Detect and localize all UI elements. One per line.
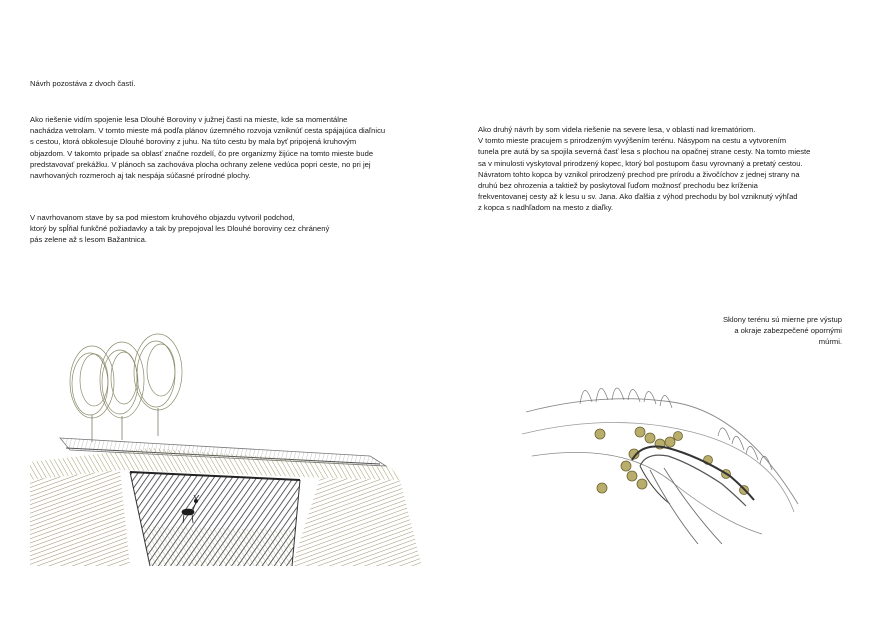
text-line: a okraje zabezpečené opornými <box>734 326 842 336</box>
text-line: ktorý by spĺňal funkčné požiadavky a tak by prepojoval les Dlouhé boroviny cez chránený <box>30 224 330 234</box>
text-line: z kopca s nadhľadom na mesto z diaľky. <box>478 203 614 213</box>
underpass-sketch <box>30 330 422 566</box>
text-line: predstavovať prekážku. V plánoch sa zachováva plocha ochrany zelene vedúca popri ceste, no pri jej <box>30 159 371 169</box>
text-line: nachádza vetrolam. V tomto mieste má podľa plánov územného rozvoja vzniknúť cesta spájajúca diaľnicu <box>30 126 386 136</box>
text-line: pás zelene až s lesom Bažantnica. <box>30 235 147 245</box>
right-paragraph-green-bridge <box>478 124 810 214</box>
text-line: objazdom. V takomto prípade sa oblasť značne rozdelí, čo pre organizmy žijúce na tomto mieste bude <box>30 148 374 158</box>
tree-row <box>580 388 772 470</box>
shrub-group <box>595 427 749 495</box>
left-paragraph-proposal <box>30 212 329 246</box>
text-line: sa v minulosti vyskytoval prirodzený kopec, ktorý bol postupom času vyrovnaný a pretatý cestou. <box>478 158 803 168</box>
text-line: navrhovaných rozmeroch aj tak nespája súčasné prírodné plochy. <box>30 171 251 181</box>
intro-text <box>30 78 136 89</box>
tree-group <box>70 334 182 442</box>
text-line: Návratom tohto kopca by vznikol prirodzený prechod pre prírodu a živočíchov z jednej strany na <box>478 169 800 179</box>
text-line: Ako riešenie vidím spojenie lesa Dlouhé Boroviny v južnej časti na mieste, kde sa momentálne <box>30 115 348 124</box>
text-line: múrmi. <box>818 337 842 347</box>
text-line: frekventovanej cesty až k lesu u sv. Jana. Ako ďalšia z výhod prechodu by bol vzniknutý výhľad <box>478 192 798 202</box>
text-line: s cestou, ktorá obkolesuje Dlouhé boroviny z juhu. Na túto cestu by mala byť pripojená kruhovým <box>30 137 357 147</box>
text-line: Sklony terénu sú mierne pre výstup <box>722 315 842 324</box>
text-line: Návrh pozostáva z dvoch častí. <box>30 79 136 88</box>
left-paragraph-underpass <box>30 114 385 181</box>
text-line: V navrhovanom stave by sa pod miestom kruhového objazdu vytvoril podchod, <box>30 213 295 222</box>
text-line: V tomto mieste pracujem s prirodzeným vyvýšením terénu. Násypom na cestu a vytvorením <box>478 136 787 146</box>
text-line: Ako druhý návrh by som videla riešenie na severe lesa, v oblasti nad krematóriom. <box>478 125 756 134</box>
green-bridge-sketch <box>522 372 802 544</box>
slope-note <box>723 314 842 348</box>
text-line: tunela pre autá by sa spojila severná časť lesa s plochou na opačnej strane cesty. Na tomto mieste <box>478 147 811 157</box>
text-line: druhú bez ohrozenia a taktiež by poskytoval ľuďom možnosť prechodu bez kríženia <box>478 181 758 191</box>
